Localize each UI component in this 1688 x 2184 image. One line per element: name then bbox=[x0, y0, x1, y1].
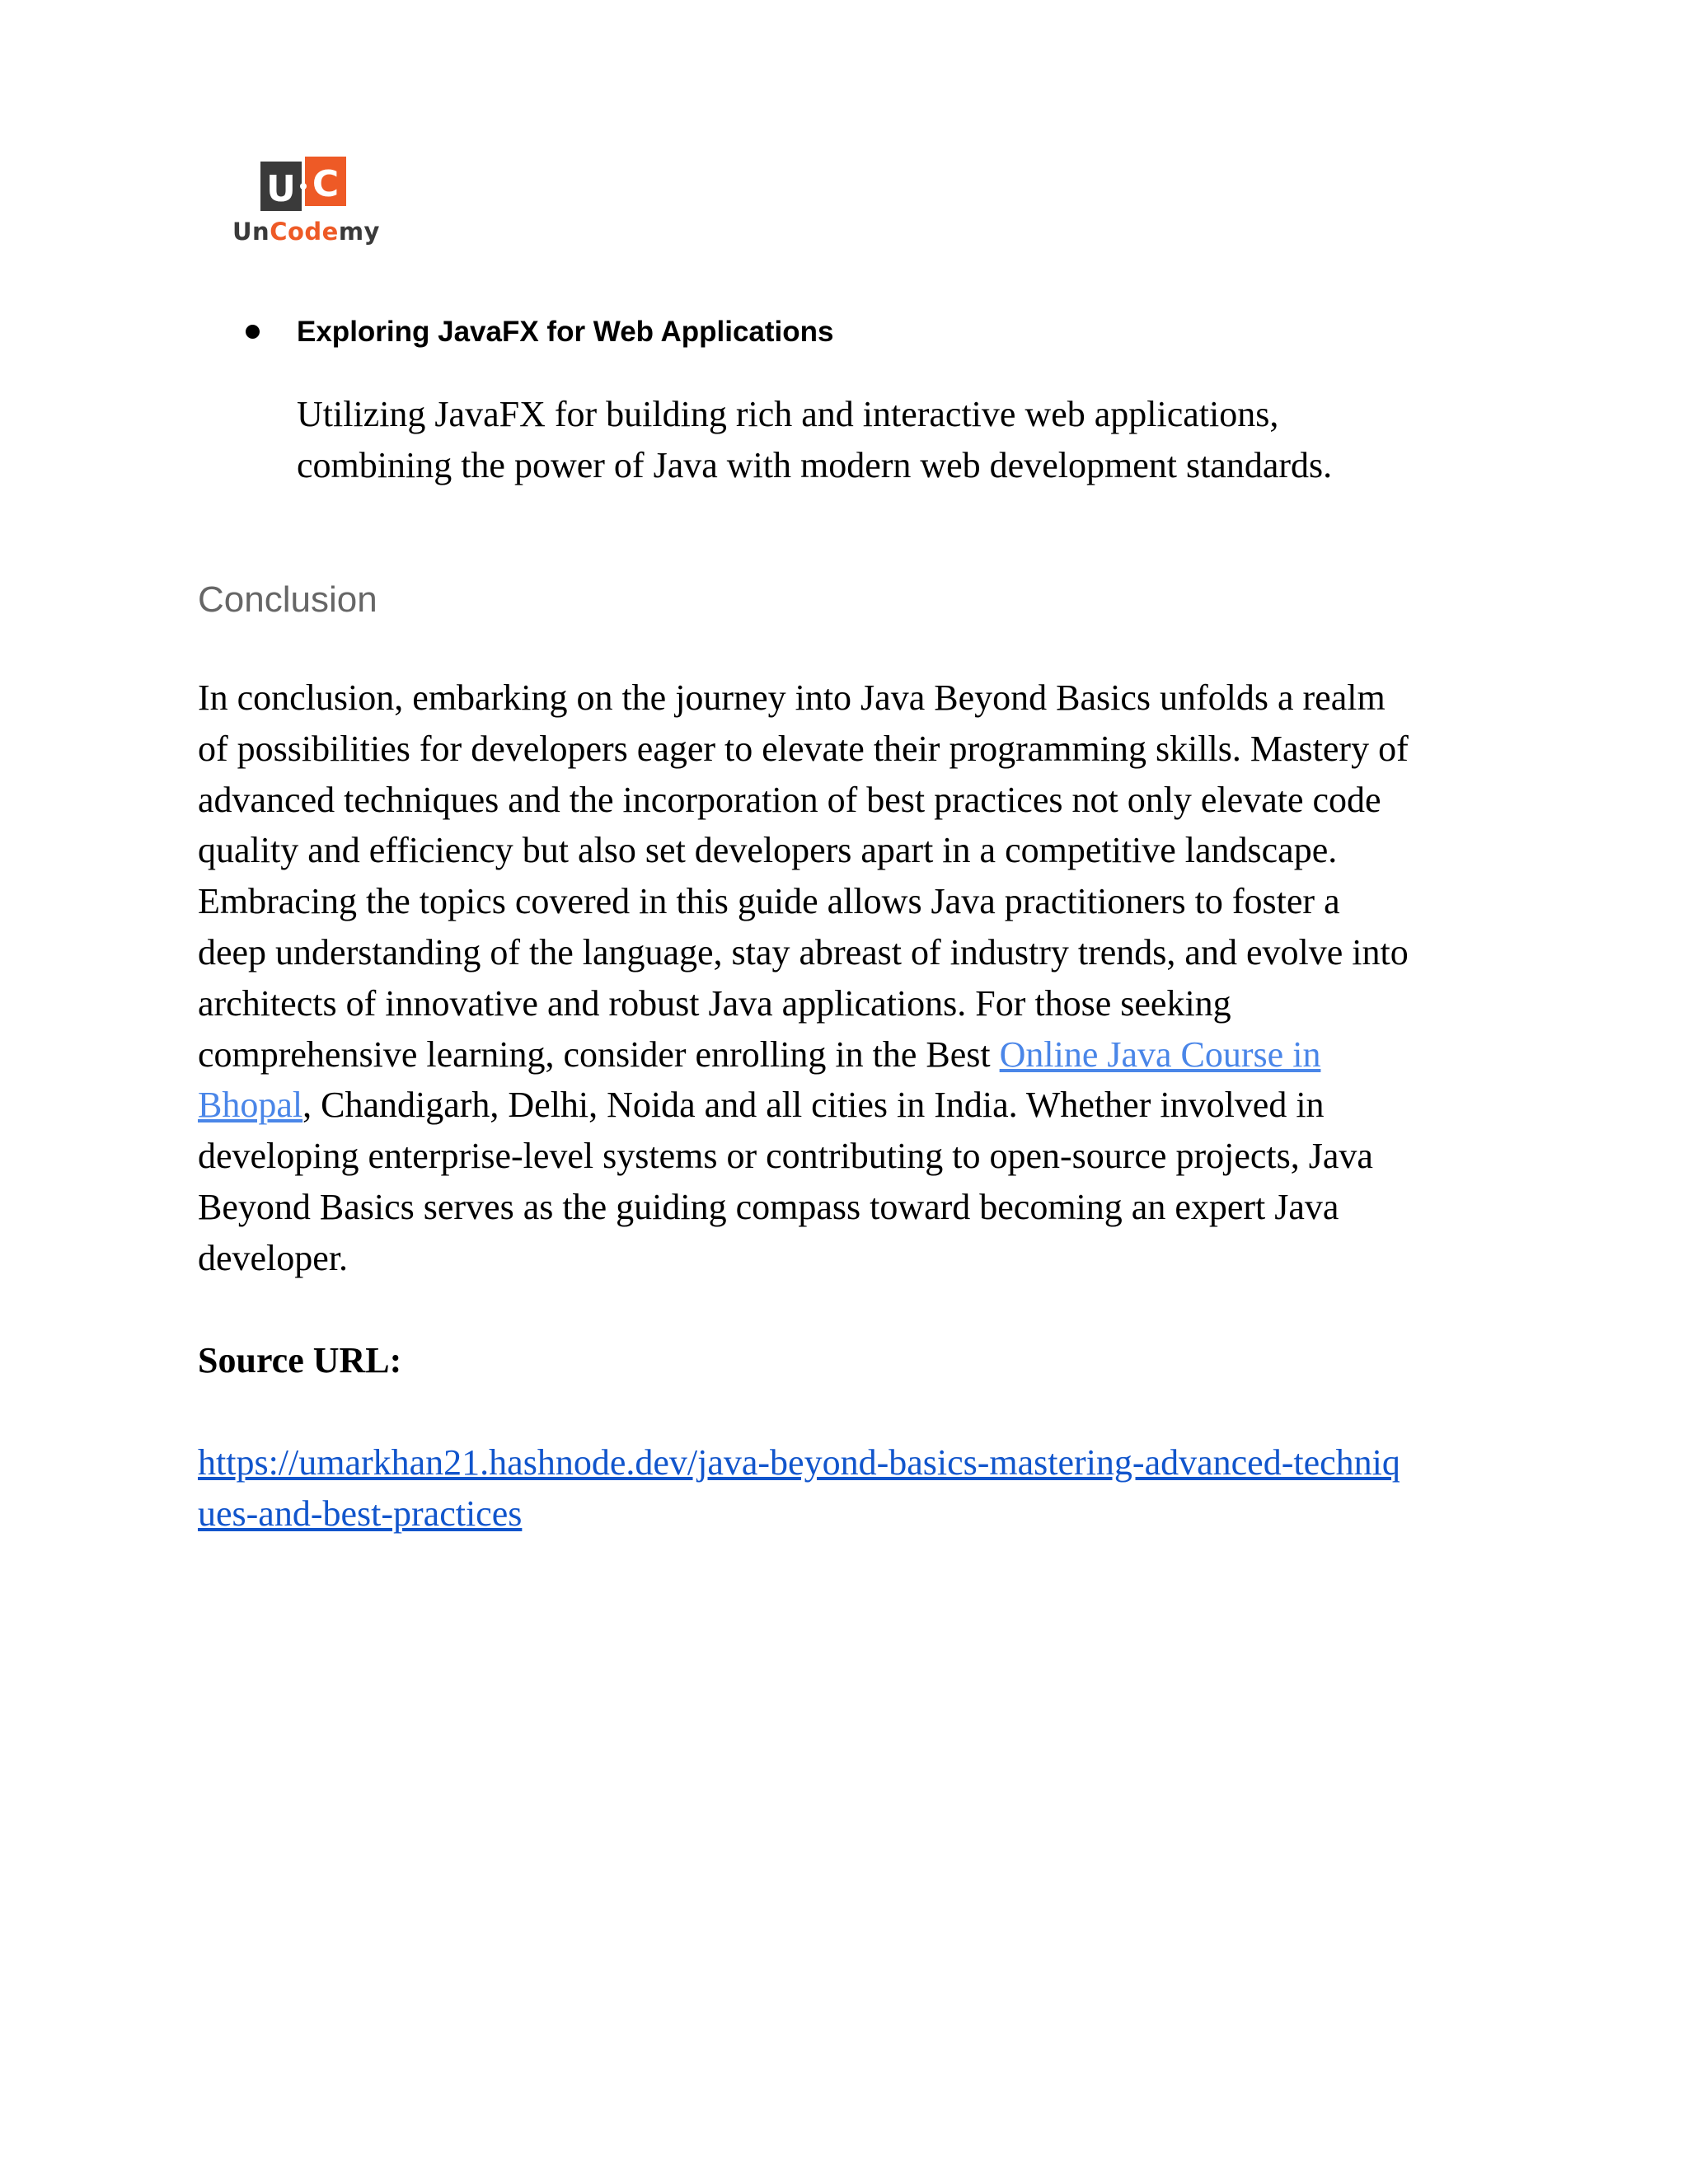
paragraph-line: In conclusion, embarking on the journey into Java Beyond Basics unfolds a realm bbox=[198, 677, 1386, 718]
paragraph-line: quality and efficiency but also set developers apart in a competitive landscape. bbox=[198, 830, 1338, 871]
logo-word-un: Un bbox=[232, 218, 270, 246]
bullet-dot-icon bbox=[246, 325, 260, 339]
source-url-label: Source URL: bbox=[198, 1340, 402, 1380]
paragraph-text: comprehensive learning, consider enrolling in the Best bbox=[198, 1033, 1000, 1075]
online-java-course-link[interactable]: Online Java Course in bbox=[999, 1033, 1321, 1075]
paragraph-line: of possibilities for developers eager to elevate their programming skills. Mastery of bbox=[198, 728, 1409, 769]
logo-mark-left: U bbox=[266, 168, 296, 210]
paragraph-line: Embracing the topics covered in this guide allows Java practitioners to foster a bbox=[198, 881, 1340, 922]
bullet-body bbox=[297, 389, 1533, 491]
logo-wordmark bbox=[232, 218, 380, 246]
conclusion-paragraph bbox=[198, 673, 1517, 1284]
conclusion-heading: Conclusion bbox=[198, 579, 377, 620]
source-url-line: https://umarkhan21.hashnode.dev/java-beyond-basics-mastering-advanced-techniq bbox=[198, 1442, 1400, 1483]
logo-word-code: Code bbox=[270, 218, 339, 246]
bullet-title: Exploring JavaFX for Web Applications bbox=[297, 316, 834, 348]
bullet-body-line: Utilizing JavaFX for building rich and interactive web applications, bbox=[297, 394, 1279, 434]
paragraph-line: Beyond Basics serves as the guiding compass toward becoming an expert Java bbox=[198, 1186, 1339, 1227]
paragraph-line: deep understanding of the language, stay abreast of industry trends, and evolve into bbox=[198, 931, 1409, 972]
uncodemy-logo bbox=[232, 157, 380, 251]
bullet-item bbox=[246, 312, 1482, 353]
logo-mark-right: C bbox=[312, 163, 340, 205]
paragraph-line bbox=[198, 1029, 1517, 1080]
source-url-line: ues-and-best-practices bbox=[198, 1493, 523, 1534]
logo-word-my: my bbox=[338, 218, 380, 246]
paragraph-line: developer. bbox=[198, 1237, 349, 1278]
paragraph-line: developing enterprise-level systems or contributing to open-source projects, Java bbox=[198, 1136, 1373, 1177]
paragraph-line bbox=[198, 1080, 1517, 1131]
paragraph-line: architects of innovative and robust Java applications. For those seeking bbox=[198, 982, 1231, 1024]
paragraph-text: , Chandigarh, Delhi, Noida and all cities in India. Whether involved in bbox=[302, 1085, 1325, 1126]
online-java-course-link-continued[interactable]: Bhopal bbox=[198, 1085, 303, 1126]
source-url-link[interactable] bbox=[198, 1437, 1517, 1540]
bullet-body-line: combining the power of Java with modern web development standards. bbox=[297, 445, 1333, 485]
uc-logo-mark bbox=[260, 157, 346, 211]
paragraph-line: advanced techniques and the incorporation of best practices not only elevate code bbox=[198, 779, 1381, 820]
